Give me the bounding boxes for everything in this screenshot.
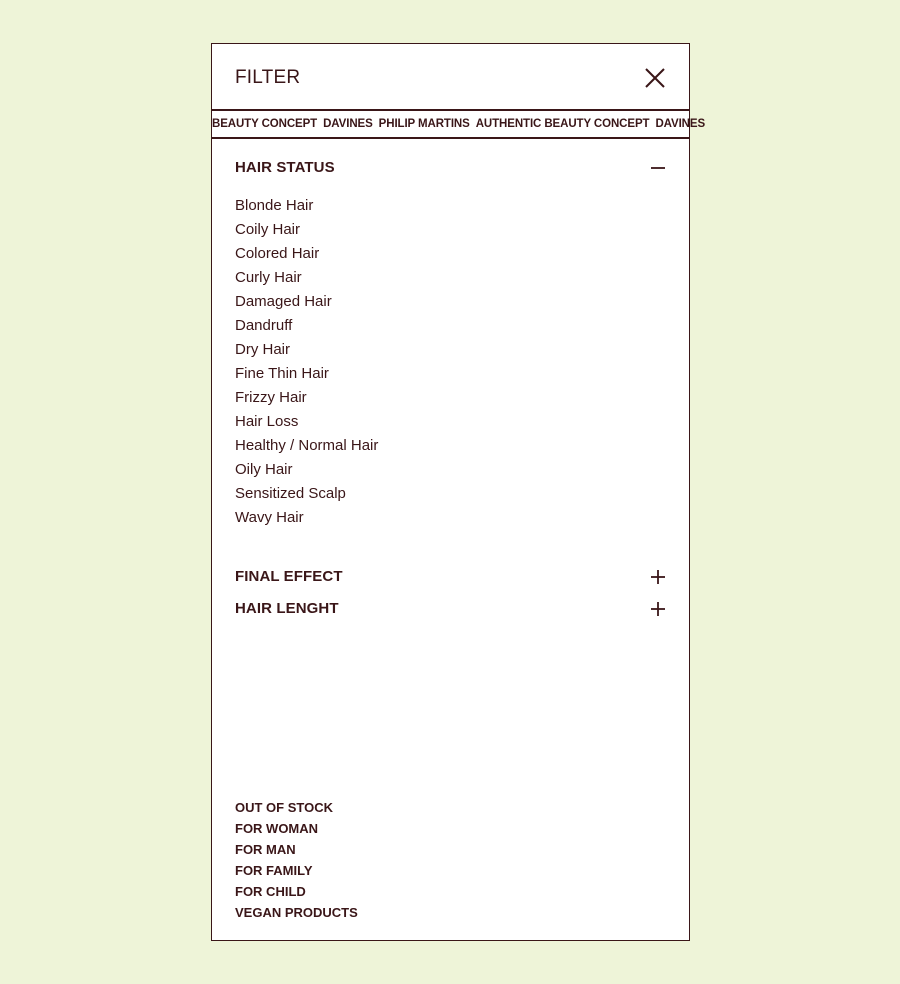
option-oily-hair[interactable]: Oily Hair: [235, 461, 293, 478]
minus-icon[interactable]: [649, 159, 667, 177]
brand-item-beauty-concept[interactable]: BEAUTY CONCEPT: [212, 118, 318, 130]
option-damaged-hair[interactable]: Damaged Hair: [235, 293, 332, 310]
plus-icon[interactable]: [649, 568, 667, 586]
option-curly-hair[interactable]: Curly Hair: [235, 269, 302, 286]
option-dry-hair[interactable]: Dry Hair: [235, 341, 290, 358]
brand-item-davines-2[interactable]: DAVINES: [655, 118, 706, 130]
option-sensitized-scalp[interactable]: Sensitized Scalp: [235, 485, 346, 502]
option-wavy-hair[interactable]: Wavy Hair: [235, 509, 304, 526]
flag-for-woman[interactable]: FOR WOMAN: [235, 821, 319, 836]
flag-vegan-products[interactable]: VEGAN PRODUCTS: [235, 905, 358, 920]
brand-item-philip-martins[interactable]: PHILIP MARTINS: [378, 118, 470, 130]
section-hair-length[interactable]: [235, 598, 667, 620]
flag-out-of-stock[interactable]: OUT OF STOCK: [235, 800, 333, 815]
brand-item-davines[interactable]: DAVINES: [323, 118, 373, 130]
section-hair-status-title: HAIR STATUS: [235, 159, 335, 176]
filter-header: [212, 44, 689, 109]
option-fine-thin-hair[interactable]: Fine Thin Hair: [235, 365, 329, 382]
option-colored-hair[interactable]: Colored Hair: [235, 245, 320, 262]
close-icon: [643, 66, 667, 90]
flag-for-family[interactable]: FOR FAMILY: [235, 863, 313, 878]
option-blonde-hair[interactable]: Blonde Hair: [235, 197, 314, 214]
option-coily-hair[interactable]: Coily Hair: [235, 221, 301, 238]
product-flags: [235, 797, 535, 923]
option-frizzy-hair[interactable]: Frizzy Hair: [235, 389, 307, 406]
brand-strip[interactable]: [212, 109, 706, 139]
section-final-effect[interactable]: [235, 566, 667, 588]
section-hair-length-title: HAIR LENGHT: [235, 600, 339, 617]
option-hair-loss[interactable]: Hair Loss: [235, 413, 299, 430]
plus-icon[interactable]: [649, 600, 667, 618]
filter-title: FILTER: [235, 67, 301, 88]
brand-track: [212, 111, 705, 137]
flag-for-man[interactable]: FOR MAN: [235, 842, 296, 857]
flag-for-child[interactable]: FOR CHILD: [235, 884, 306, 899]
hair-status-options: [235, 194, 535, 530]
option-healthy-normal-hair[interactable]: Healthy / Normal Hair: [235, 437, 379, 454]
option-dandruff[interactable]: Dandruff: [235, 317, 293, 334]
filter-panel: [211, 43, 706, 941]
brand-item-authentic-beauty-concept[interactable]: AUTHENTIC BEAUTY CONCEPT: [475, 118, 650, 130]
section-final-effect-title: FINAL EFFECT: [235, 568, 343, 585]
section-hair-status[interactable]: [235, 157, 667, 179]
close-button[interactable]: [643, 66, 667, 90]
